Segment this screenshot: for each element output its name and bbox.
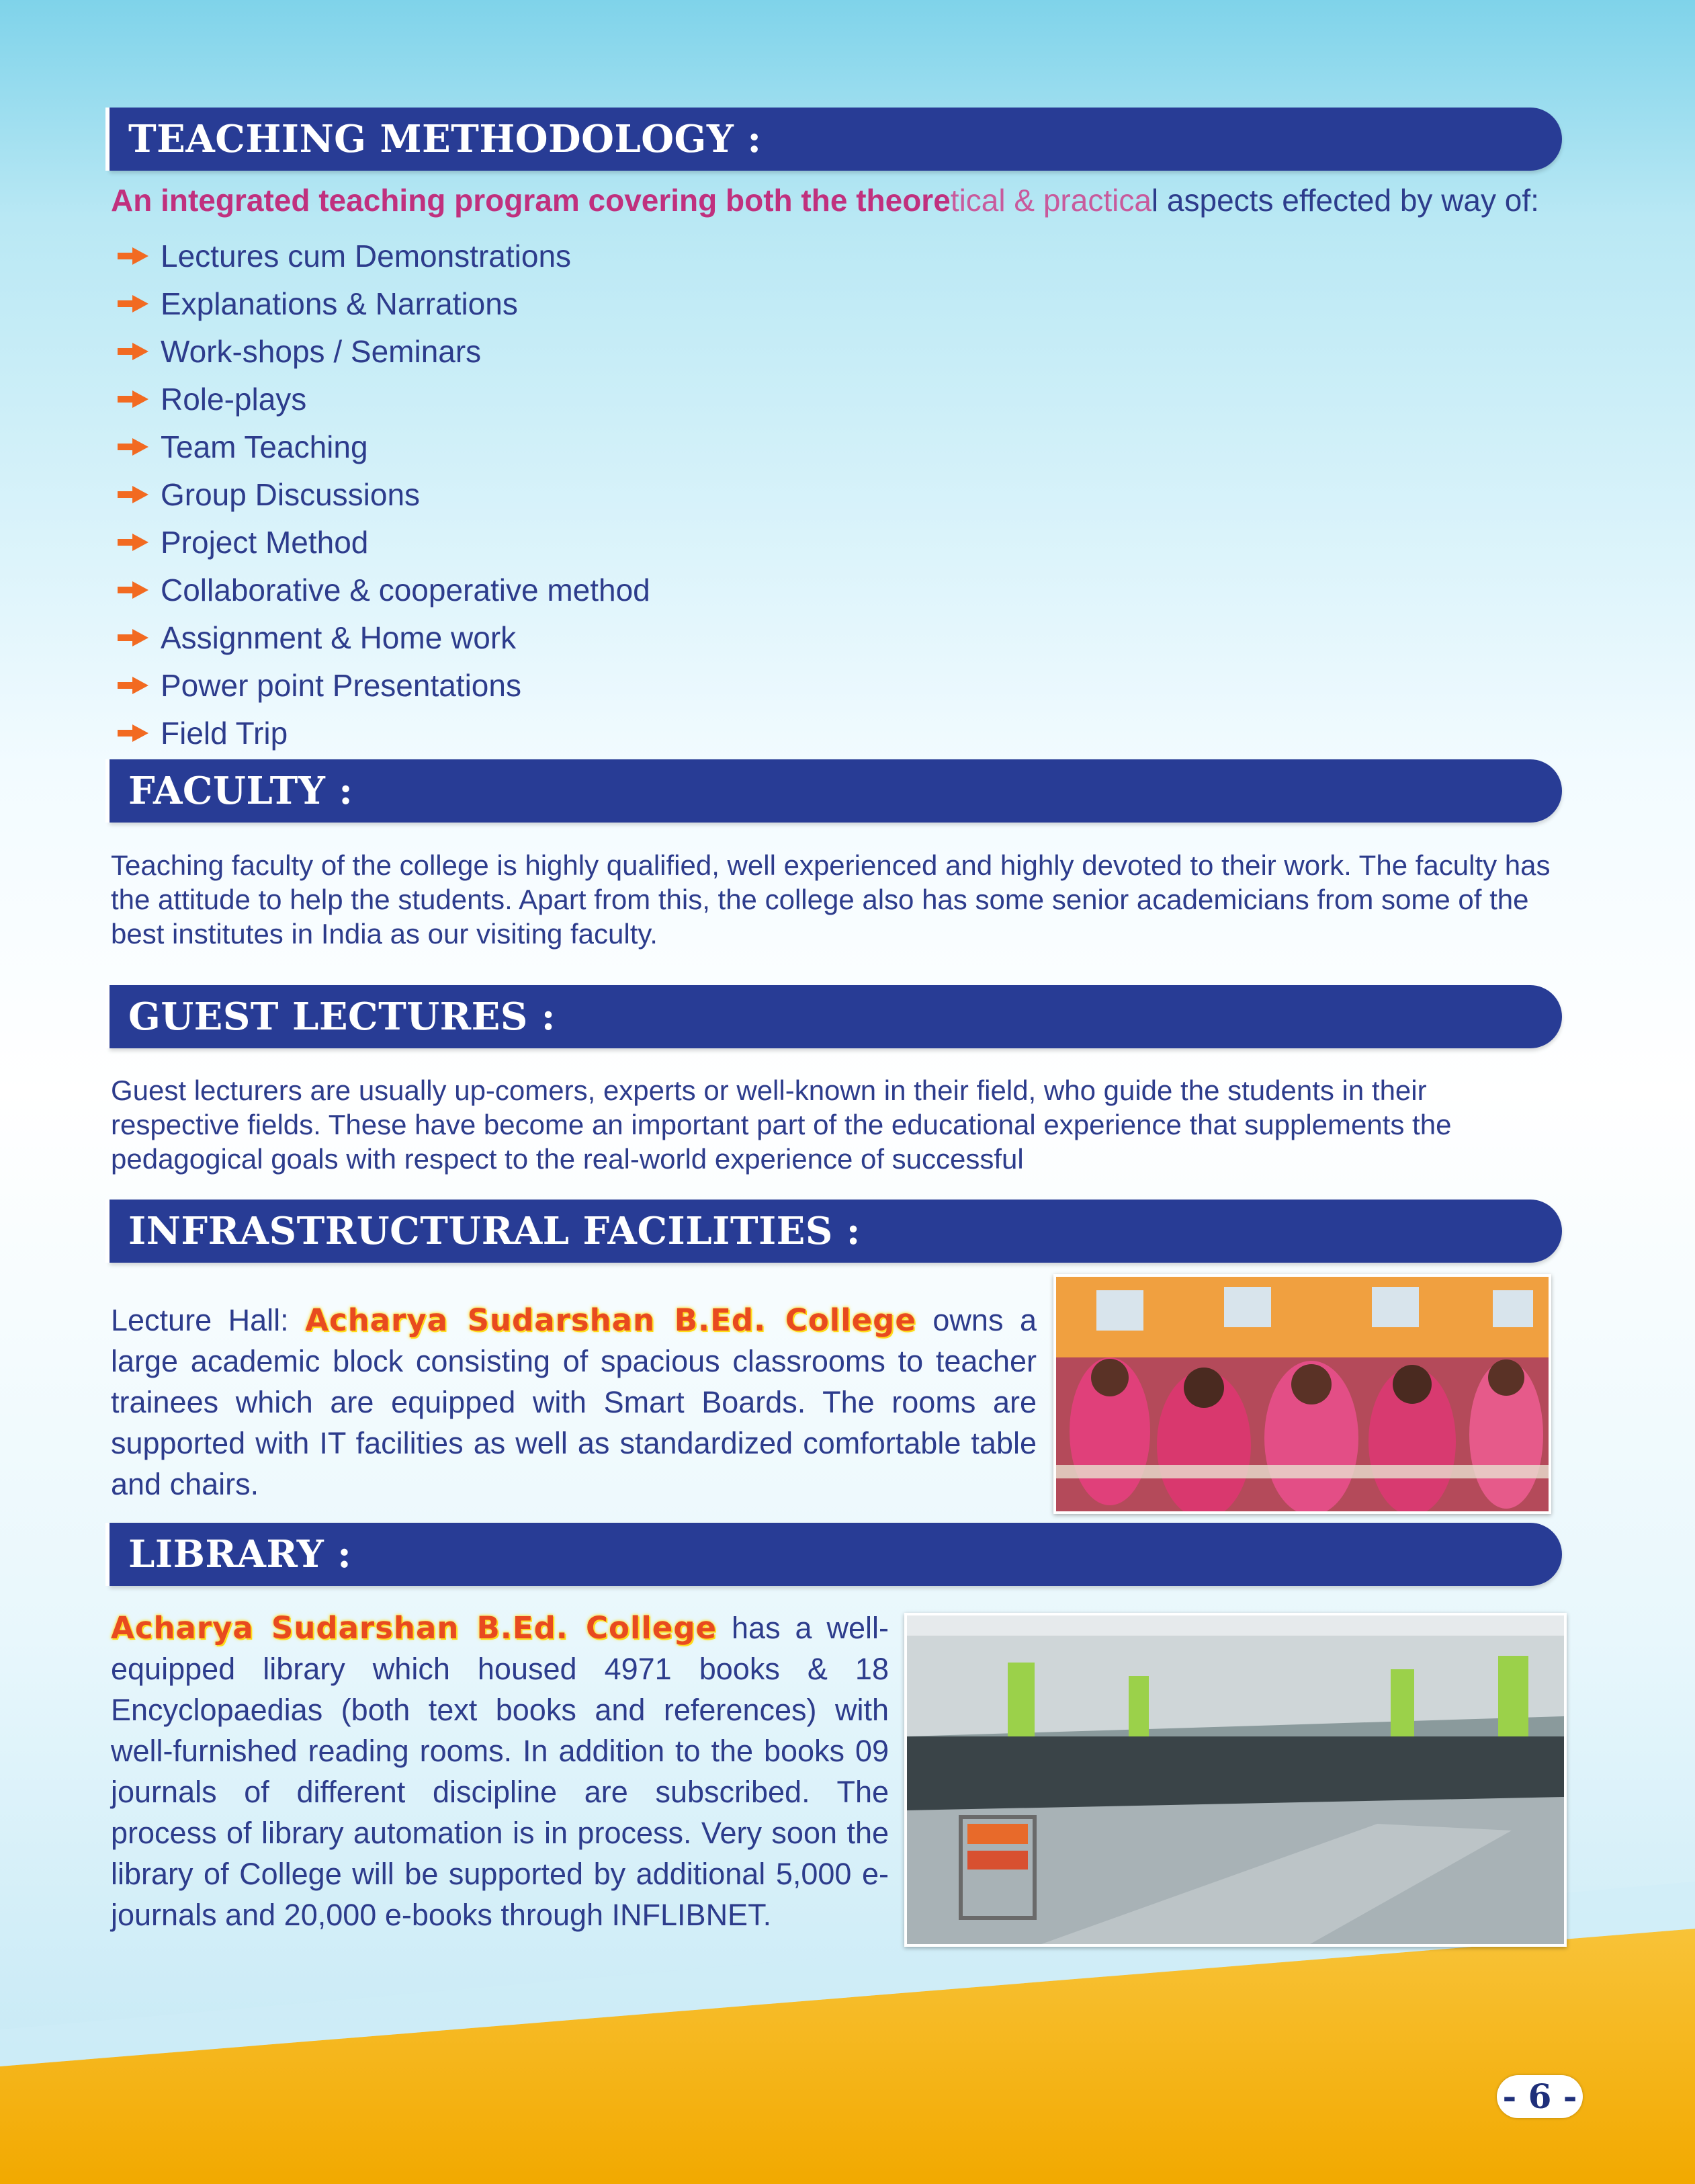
arrow-right-icon [118,724,148,742]
infrastructure-body: owns a large academic block consisting of spacious classrooms to teacher trainees which are equipped with Smart Boards. The rooms are supported with IT facilities as well as standardized comfortable table and chairs. [111,1303,1037,1501]
list-item-label: Lectures cum Demonstrations [161,238,572,274]
list-item [118,566,650,614]
arrow-right-icon [118,581,148,599]
list-item-label: Work-shops / Seminars [161,333,482,369]
section-bar-library [110,1523,1562,1586]
guest-lectures-text: Guest lecturers are usually up-comers, experts or well-known in their field, who guide the students in their respective fields. These have become an important part of the educational experience that supplements the pedagogical goals with respect to the real-world experience of successful [111,1075,1452,1175]
section-title: LIBRARY : [128,1532,352,1577]
arrow-right-icon [118,677,148,694]
college-name: Acharya Sudarshan B.Ed. College [305,1302,916,1338]
list-item [118,614,650,661]
arrow-right-icon [118,343,148,360]
list-item-label: Explanations & Narrations [161,286,518,321]
list-item-label: Group Discussions [161,476,421,512]
intro-rest-text: l aspects effected by way of: [1151,183,1539,218]
list-item-label: Project Method [161,524,369,560]
section-bar-guest-lectures [110,985,1562,1048]
list-item [118,327,650,375]
list-item-label: Team Teaching [161,429,368,464]
list-item-label: Role-plays [161,381,307,417]
arrow-right-icon [118,247,148,265]
list-item [118,280,650,327]
list-item-label: Collaborative & cooperative method [161,572,650,607]
arrow-right-icon [118,390,148,408]
intro-bold-text: An integrated teaching program covering both the theore [111,183,951,218]
section-title: FACULTY : [128,769,353,813]
list-item [118,375,650,423]
section-bar-infrastructure [110,1200,1562,1263]
section-bar-faculty [110,759,1562,823]
section-title: INFRASTRUCTURAL FACILITIES : [128,1209,861,1253]
list-item [118,423,650,470]
teaching-intro [111,183,1589,218]
list-item [118,518,650,566]
lecture-hall-photo [1053,1274,1551,1514]
infrastructure-text [111,1300,1037,1505]
arrow-right-icon [118,534,148,551]
library-photo [904,1613,1567,1947]
page-number: - 6 - [1497,2075,1583,2118]
arrow-right-icon [118,438,148,456]
arrow-right-icon [118,486,148,503]
list-item [118,661,650,709]
library-body: has a well-equipped library which housed 4971 books & 18 Encyclopaedias (both text books and references) with well-furnished reading rooms. In addition to the books 09 journals of different discipline are subscribed. The process of library automation is in process. Very soon the library of College will be supported by additional 5,000 e-journals and 20,000 e-books through INFLIBNET. [111,1611,889,1932]
list-item [118,470,650,518]
arrow-right-icon [118,295,148,312]
list-item [118,709,650,757]
lecture-hall-label: Lecture Hall: [111,1303,306,1337]
college-name: Acharya Sudarshan B.Ed. College [111,1610,718,1646]
faculty-text: Teaching faculty of the college is highly qualified, well experienced and highly devoted to their work. The faculty has the attitude to help the students. Apart from this, the college also has some senior academicians from some of the best institutes in India as our visiting faculty. [111,849,1551,950]
teaching-method-list [118,232,650,757]
library-text [111,1607,889,1935]
list-item-label: Field Trip [161,715,288,751]
arrow-right-icon [118,629,148,646]
list-item [118,232,650,280]
list-item-label: Power point Presentations [161,667,521,703]
list-item-label: Assignment & Home work [161,620,517,655]
section-title: TEACHING METHODOLOGY : [128,117,762,161]
section-title: GUEST LECTURES : [128,995,556,1039]
section-bar-teaching [110,108,1562,171]
intro-light-text: tical & practica [950,183,1151,218]
